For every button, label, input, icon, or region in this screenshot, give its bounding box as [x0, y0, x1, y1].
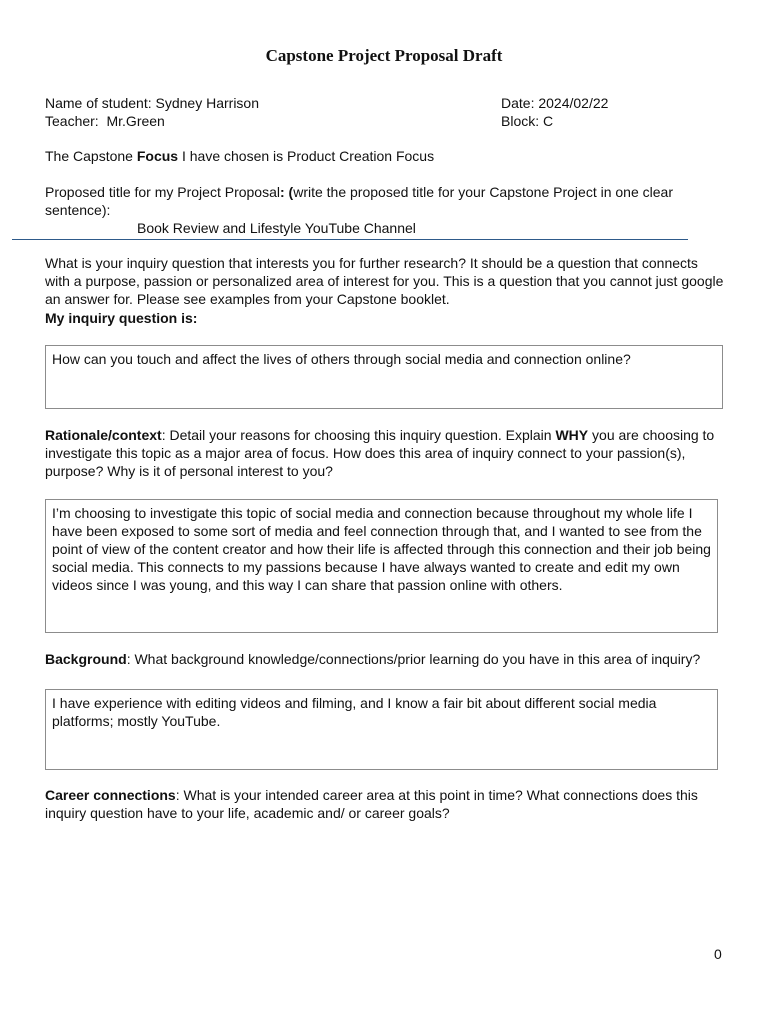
- teacher-value: Mr.Green: [106, 113, 165, 129]
- date-line: [501, 94, 608, 112]
- focus-bold: Focus: [136, 148, 179, 164]
- focus-line: [45, 147, 434, 165]
- date-label: Date:: [501, 95, 535, 111]
- teacher-label: Teacher:: [45, 113, 99, 129]
- inquiry-prompt: What is your inquiry question that interests you for further research? It should be a question that connects with a purpose, passion or personalized area of interest for you. This is a question that you cannot just google an answer for. Please see examples from your Capstone booklet.: [45, 255, 724, 307]
- student-name-value: Sydney Harrison: [155, 95, 260, 111]
- teacher-line: [45, 112, 165, 130]
- proposed-title-prompt: [45, 183, 685, 219]
- inquiry-answer-box[interactable]: How can you touch and affect the lives of others through social media and connection online?: [45, 345, 723, 409]
- rationale-prompt-bold: WHY: [555, 427, 589, 443]
- career-label: Career connections: [45, 787, 176, 803]
- career-prompt: [45, 786, 725, 822]
- background-label: Background: [45, 651, 127, 667]
- section-divider: [12, 239, 688, 240]
- rationale-answer-box[interactable]: I’m choosing to investigate this topic of social media and connection because throughout my whole life I have been exposed to some sort of media and feel connection through that, and I wanted to see from the point of view of the content creator and how their life is affected through this connection and their job being social media. This connects to my passions because I have always wanted to create and edit my own videos since I was young, and this way I can share that passion online with others.: [45, 499, 718, 633]
- proposed-title-bold: : (: [280, 184, 294, 200]
- background-answer-box[interactable]: I have experience with editing videos and filming, and I know a fair bit about different social media platforms; mostly YouTube.: [45, 689, 718, 770]
- proposed-title-prefix: Proposed title for my Project Proposal: [45, 184, 280, 200]
- career-prompt-text: : What is your intended career area at this point in time? What connections does this inquiry question have to your life, academic and/ or career goals?: [45, 787, 698, 821]
- student-name-line: [45, 94, 259, 112]
- document-title: Capstone Project Proposal Draft: [265, 46, 503, 65]
- proposed-title-value: Book Review and Lifestyle YouTube Channel: [137, 220, 416, 236]
- block-value: C: [543, 113, 554, 129]
- focus-prefix: The Capstone: [45, 148, 137, 164]
- background-prompt-text: : What background knowledge/connections/prior learning do you have in this area of inquiry?: [126, 651, 701, 667]
- block-label: Block:: [501, 113, 540, 129]
- focus-suffix: I have chosen is Product Creation Focus: [178, 148, 435, 164]
- background-prompt: [45, 650, 735, 668]
- student-name-label: Name of student:: [45, 95, 152, 111]
- rationale-prompt-b: you are choosing to investigate this topic as a major area of focus. How does this area of inquiry connect to your passion(s), purpose? Why is it of personal interest to you?: [45, 427, 715, 479]
- inquiry-label: My inquiry question is:: [45, 310, 198, 326]
- date-value: 2024/02/22: [538, 95, 609, 111]
- block-line: [501, 112, 553, 130]
- rationale-label: Rationale/context: [45, 427, 162, 443]
- rationale-prompt-a: : Detail your reasons for choosing this inquiry question. Explain: [161, 427, 556, 443]
- rationale-prompt: [45, 426, 725, 480]
- proposed-title-suffix: write the proposed title for your Capstone Project in one clear sentence):: [45, 184, 673, 218]
- page-number: 0: [714, 946, 722, 962]
